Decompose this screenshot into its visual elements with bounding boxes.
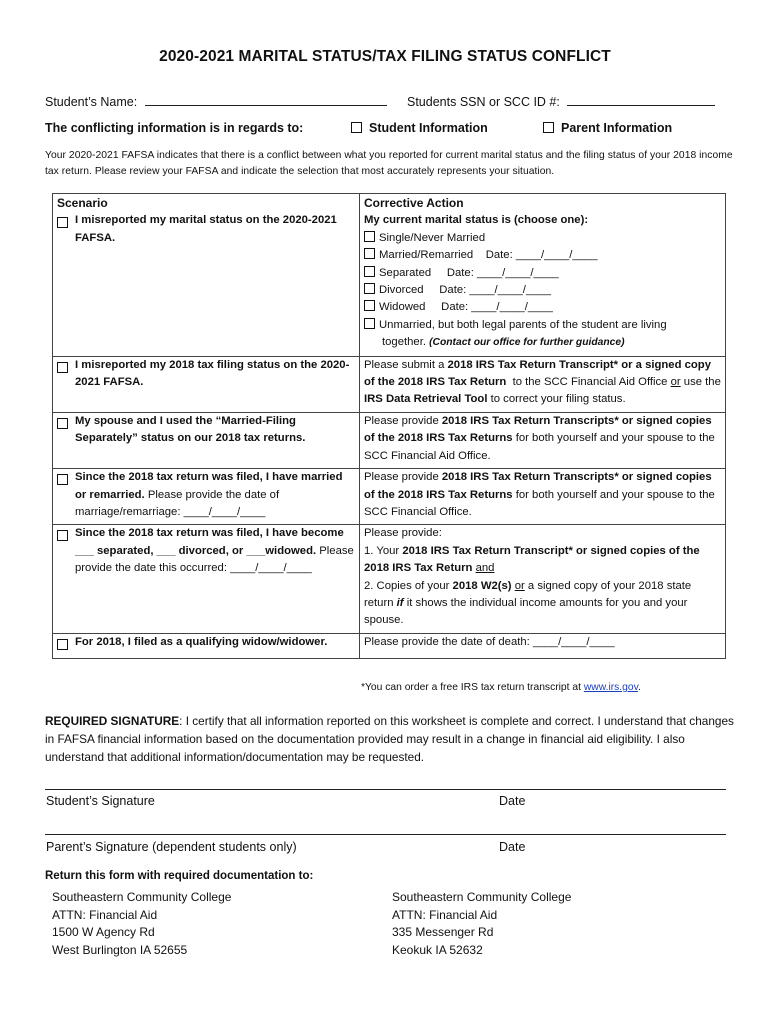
conflict-label: The conflicting information is in regards to: bbox=[45, 121, 304, 135]
action-3: Please provide 2018 IRS Tax Return Transcripts* or signed copies of the 2018 IRS Tax Returns for both yourself and your spouse to the SCC Financial Aid Office. bbox=[360, 412, 726, 468]
action-6: Please provide the date of death: ____/____/____ bbox=[360, 633, 726, 658]
student-date-label: Date bbox=[499, 794, 526, 808]
conflict-row bbox=[45, 121, 725, 135]
table-row bbox=[53, 212, 726, 356]
student-information-label: Student Information bbox=[369, 121, 488, 135]
footnote: *You can order a free IRS tax return transcript at www.irs.gov. bbox=[361, 682, 641, 693]
return-heading: Return this form with required documentation to: bbox=[45, 870, 314, 882]
scenario-3-text: My spouse and I used the “Married-Filing Separately” status on our 2018 tax returns. bbox=[75, 414, 306, 445]
corrective-action-header: Corrective Action bbox=[360, 194, 726, 213]
option-single: Single/Never Married bbox=[379, 231, 486, 244]
scenario-1-checkbox[interactable] bbox=[57, 217, 68, 228]
table-row bbox=[53, 412, 726, 468]
option-separated: Separated Date: ____/____/____ bbox=[379, 266, 559, 279]
address-keokuk: Southeastern Community College ATTN: Financial Aid 335 Messenger Rd Keokuk IA 52632 bbox=[392, 890, 572, 958]
table-row bbox=[53, 469, 726, 525]
contact-note: (Contact our office for further guidance) bbox=[429, 337, 625, 349]
scenario-6-text: For 2018, I filed as a qualifying widow/widower. bbox=[75, 635, 328, 648]
student-id-label: Students SSN or SCC ID #: bbox=[407, 95, 560, 109]
table-row bbox=[53, 525, 726, 633]
married-checkbox[interactable] bbox=[364, 248, 375, 259]
student-name-label: Student’s Name: bbox=[45, 95, 138, 109]
option-unmarried: Unmarried, but both legal parents of the student are living bbox=[379, 318, 667, 331]
required-signature-statement: REQUIRED SIGNATURE: I certify that all information reported on this worksheet is complete and correct. I understand that changes in FAFSA financial information based on the documentation provided may result in a change in financial aid eligibility. I also understand that additional information/documentation may be requested. bbox=[45, 714, 734, 764]
single-checkbox[interactable] bbox=[364, 231, 375, 242]
widowed-checkbox[interactable] bbox=[364, 300, 375, 311]
intro-paragraph: Your 2020-2021 FAFSA indicates that there is a conflict between what you reported for current marital status and the filing status of your 2018 income tax return. Please review your FAFSA and indicate the selection that most accurately represents your situation. bbox=[45, 150, 733, 177]
action-2: Please submit a 2018 IRS Tax Return Transcript* or a signed copy of the 2018 IRS Tax Return to the SCC Financial Aid Office or use the IRS Data Retrieval Tool to correct your filing status. bbox=[360, 356, 726, 412]
scenario-6-checkbox[interactable] bbox=[57, 639, 68, 650]
table-row bbox=[53, 356, 726, 412]
scenario-header: Scenario bbox=[53, 194, 360, 213]
unmarried-checkbox[interactable] bbox=[364, 318, 375, 329]
scenario-4-checkbox[interactable] bbox=[57, 474, 68, 485]
action-5: Please provide: 1. Your 2018 IRS Tax Return Transcript* or signed copies of the 2018 IRS Tax Return and 2. Copies of your 2018 W2(s) or a signed copy of your 2018 state return if it shows the individual income amounts for you and your spouse. bbox=[360, 525, 726, 633]
student-signature-line[interactable] bbox=[45, 789, 726, 790]
page-title: 2020-2021 MARITAL STATUS/TAX FILING STATUS CONFLICT bbox=[159, 48, 611, 65]
student-information-checkbox[interactable] bbox=[351, 122, 362, 133]
irs-link[interactable]: www.irs.gov bbox=[583, 682, 639, 693]
identity-fields bbox=[45, 93, 725, 109]
option-widowed: Widowed Date: ____/____/____ bbox=[379, 301, 553, 314]
scenario-4-text: Since the 2018 tax return was filed, I have married or remarried. Please provide the date of marriage/remarriage: ____/____/____ bbox=[75, 471, 343, 518]
option-divorced: Divorced Date: ____/____/____ bbox=[379, 284, 552, 297]
student-id-field[interactable] bbox=[567, 93, 715, 106]
required-signature-label: REQUIRED SIGNATURE bbox=[45, 714, 180, 728]
scenario-2-text: I misreported my 2018 tax filing status on the 2020-2021 FAFSA. bbox=[75, 358, 350, 389]
student-name-field[interactable] bbox=[145, 93, 387, 106]
parent-date-label: Date bbox=[499, 840, 526, 854]
option-unmarried-cont: together. bbox=[382, 336, 426, 349]
action-4: Please provide 2018 IRS Tax Return Transcripts* or signed copies of the 2018 IRS Tax Returns for both yourself and your spouse to the SCC Financial Office. bbox=[360, 469, 726, 525]
scenario-table bbox=[52, 193, 726, 659]
scenario-5-checkbox[interactable] bbox=[57, 530, 68, 541]
table-row bbox=[53, 633, 726, 658]
scenario-2-checkbox[interactable] bbox=[57, 362, 68, 373]
scenario-3-checkbox[interactable] bbox=[57, 418, 68, 429]
scenario-5-text: Since the 2018 tax return was filed, I have become ___ separated, ___ divorced, or ___widowed. Please provide the date this occurred: ____/____/____ bbox=[75, 527, 354, 575]
scenario-1-text: I misreported my marital status on the 2020-2021 FAFSA. bbox=[75, 214, 337, 244]
divorced-checkbox[interactable] bbox=[364, 283, 375, 294]
parent-signature-label: Parent’s Signature (dependent students only) bbox=[46, 840, 297, 854]
parent-information-label: Parent Information bbox=[561, 121, 673, 135]
separated-checkbox[interactable] bbox=[364, 266, 375, 277]
parent-signature-line[interactable] bbox=[45, 834, 726, 835]
marital-status-heading: My current marital status is (choose one): bbox=[364, 214, 589, 227]
address-west-burlington: Southeastern Community College ATTN: Financial Aid 1500 W Agency Rd West Burlington IA 52655 bbox=[52, 890, 232, 958]
student-signature-label: Student’s Signature bbox=[46, 794, 155, 808]
option-married: Married/Remarried Date: ____/____/____ bbox=[379, 249, 598, 262]
parent-information-checkbox[interactable] bbox=[543, 122, 554, 133]
